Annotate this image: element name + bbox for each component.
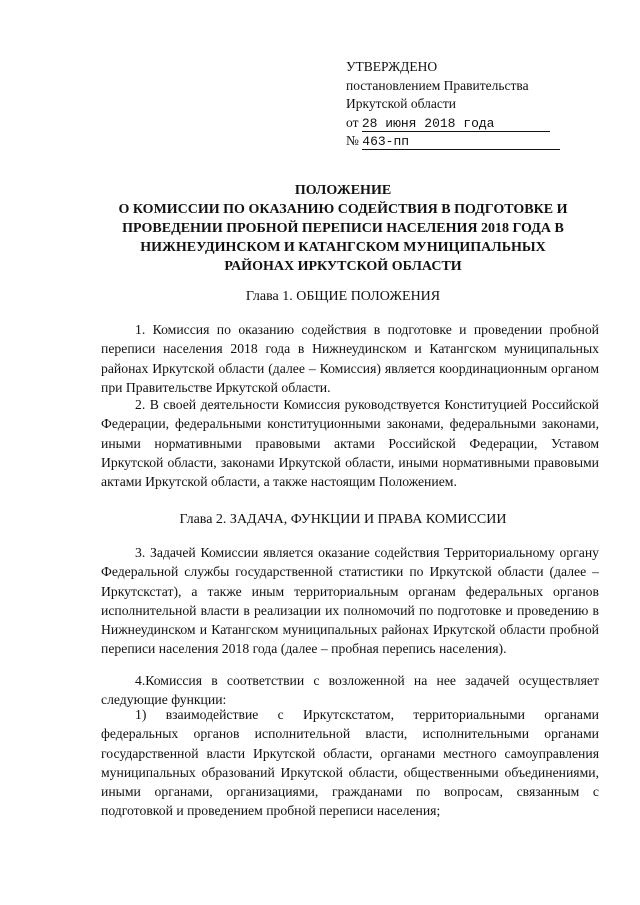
approval-date-line bbox=[346, 114, 606, 133]
paragraph-1: 1. Комиссия по оказанию содействия в подготовке и проведении пробной переписи населения 2018 года в Нижнеудинском и Катангском муниципальных районах Иркутской области (далее – Комиссия) является координационным органом при Правительстве Иркутской области. bbox=[101, 322, 599, 395]
title-line-4: НИЖНЕУДИНСКОМ И КАТАНГСКОМ МУНИЦИПАЛЬНЫХ bbox=[140, 240, 546, 255]
approval-line-1: постановлением Правительства bbox=[346, 77, 529, 93]
chapter-1-heading: Глава 1. ОБЩИЕ ПОЛОЖЕНИЯ bbox=[245, 289, 441, 304]
paragraph-4: 4.Комиссия в соответствии с возложенной на нее задачей осуществляет следующие функции: bbox=[101, 673, 599, 708]
paragraph-4-item-1: 1) взаимодействие с Иркутскстатом, территориальными органами федеральных органов исполнительной власти, исполнительными органами государственной власти Иркутской области, органами местного самоуправления муниципальных образований Иркутской области, общественными объединениями, иными органами, организациями, гражданами по вопросам, связанным с подготовкой и проведением пробной переписи населения; bbox=[101, 707, 599, 819]
approval-stamp bbox=[346, 58, 606, 151]
title-line-2: О КОМИССИИ ПО ОКАЗАНИЮ СОДЕЙСТВИЯ В ПОДГОТОВКЕ И bbox=[118, 202, 568, 217]
approval-heading: УТВЕРЖДЕНО bbox=[346, 59, 438, 74]
document-title bbox=[96, 181, 590, 276]
title-line-1: ПОЛОЖЕНИЕ bbox=[294, 183, 392, 198]
approval-number-line bbox=[346, 132, 606, 151]
date-prefix: от bbox=[346, 114, 359, 130]
approval-number: 463-пп bbox=[362, 134, 560, 150]
title-line-3: ПРОВЕДЕНИИ ПРОБНОЙ ПЕРЕПИСИ НАСЕЛЕНИЯ 2018 ГОДА В bbox=[122, 221, 564, 236]
number-prefix: № bbox=[346, 133, 359, 148]
paragraph-2: 2. В своей деятельности Комиссия руководствуется Конституцией Российской Федерации, федеральными конституционными законами, федеральными законами, иными нормативными правовыми актами Российской Федерации, Уставом Иркутской области, законами Иркутской области, иными нормативными правовыми актами Иркутской области, а также настоящим Положением. bbox=[101, 397, 599, 490]
approval-line-2: Иркутской области bbox=[346, 96, 457, 111]
paragraph-3: 3. Задачей Комиссии является оказание содействия Территориальному органу Федеральной службы государственной статистики по Иркутской области (далее – Иркутскстат), а также иным территориальным органам федеральных органов исполнительной власти в реализации их полномочий по подготовке и проведению в Нижнеудинском и Катангском муниципальных районах Иркутской области пробной переписи населения 2018 года (далее – пробная перепись населения). bbox=[101, 545, 599, 657]
approval-date: 28 июня 2018 года bbox=[362, 116, 550, 132]
chapter-2-heading: Глава 2. ЗАДАЧА, ФУНКЦИИ И ПРАВА КОМИССИИ bbox=[179, 512, 507, 527]
title-line-5: РАЙОНАХ ИРКУТСКОЙ ОБЛАСТИ bbox=[224, 259, 462, 274]
